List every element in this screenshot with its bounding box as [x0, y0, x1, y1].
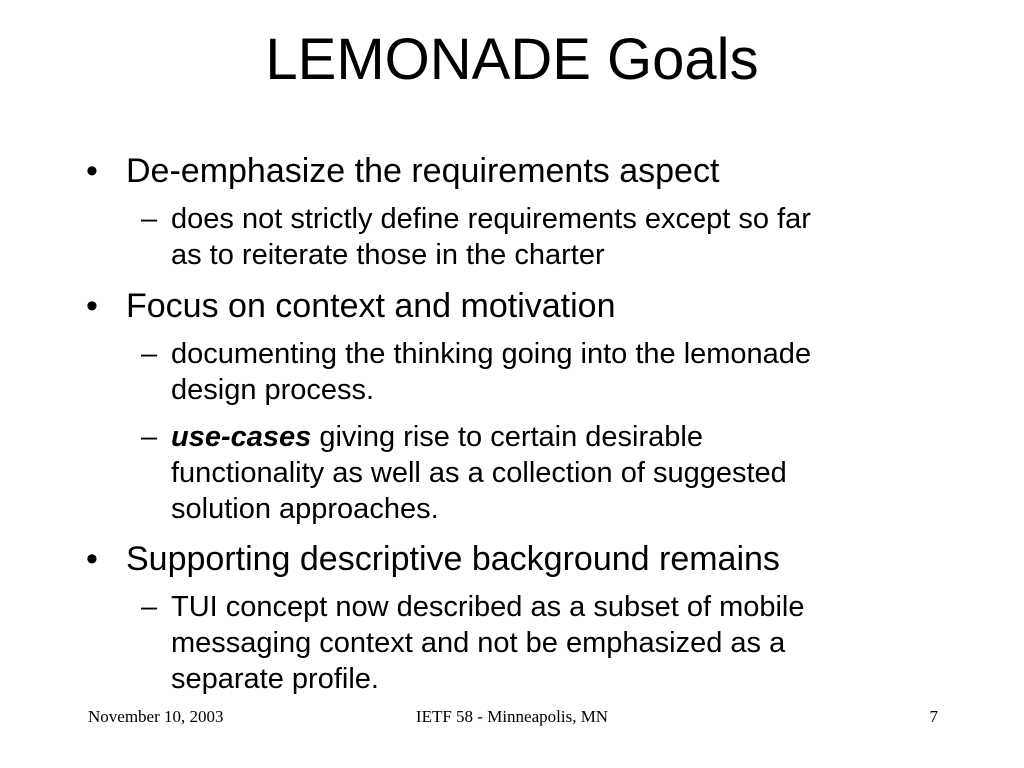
bullet-text: Focus on context and motivation — [126, 287, 616, 325]
dash-icon: – — [141, 591, 158, 623]
bullet-text: De-emphasize the requirements aspect — [126, 152, 720, 190]
bullet-dot-icon: • — [86, 287, 98, 325]
subbullet-line: functionality as well as a collection of suggested — [171, 457, 787, 489]
subbullet-line: as to reiterate those in the charter — [171, 239, 605, 271]
subbullet-line-rest: giving rise to certain desirable — [311, 421, 703, 453]
dash-icon: – — [141, 421, 158, 453]
subbullet-line: TUI concept now described as a subset of mobile — [171, 591, 805, 623]
subbullet-line: design process. — [171, 374, 375, 406]
bullet-text: Supporting descriptive background remains — [126, 540, 780, 578]
footer-event: IETF 58 - Minneapolis, MN — [415, 707, 609, 726]
subbullet-line: solution approaches. — [171, 493, 439, 525]
subbullet-line — [171, 420, 971, 455]
bullet-dot-icon: • — [86, 540, 98, 578]
subbullet-line: messaging context and not be emphasized as a — [171, 627, 786, 659]
slide-title: LEMONADE Goals — [265, 27, 759, 92]
page-number: 7 — [929, 707, 938, 726]
bullet-dot-icon: • — [86, 152, 98, 190]
dash-icon: – — [141, 203, 158, 235]
subbullet-line: documenting the thinking going into the lemonade — [171, 338, 812, 370]
subbullet-line: separate profile. — [171, 663, 379, 695]
footer-date: November 10, 2003 — [88, 707, 224, 726]
subbullet-line: does not strictly define requirements except so far — [171, 203, 811, 235]
emphasis-text: use-cases — [171, 421, 312, 453]
dash-icon: – — [141, 338, 158, 370]
